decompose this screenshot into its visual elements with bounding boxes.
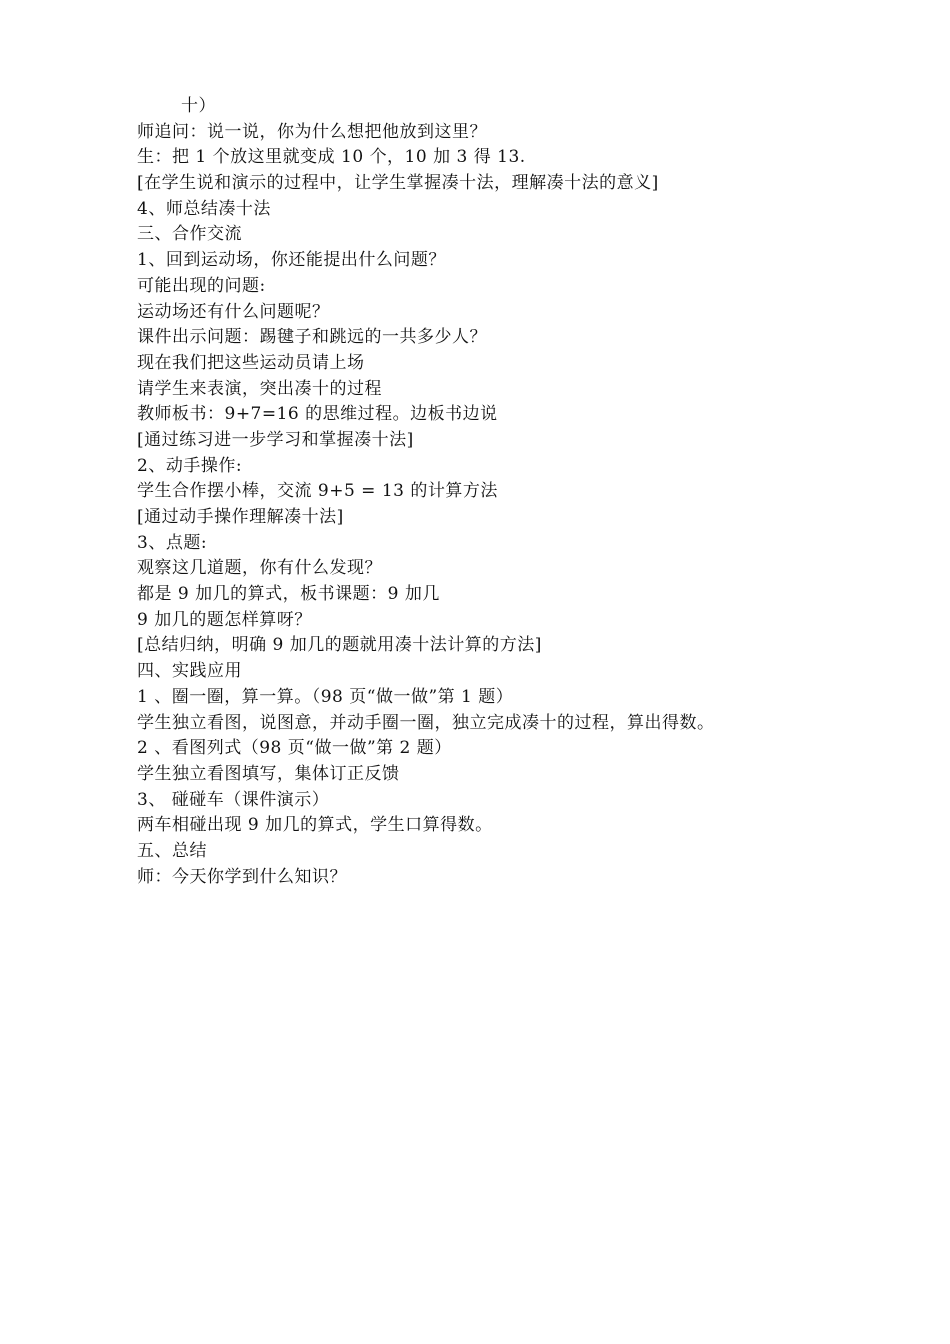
- section-heading: 三、合作交流: [137, 224, 242, 245]
- section-subheading: 1、回到运动场，你还能提出什么问题？: [137, 250, 446, 271]
- section-heading: 五、总结: [137, 840, 207, 861]
- text-line: 生：把 1 个放这里就变成 10 个，10 加 3 得 13.: [137, 147, 526, 168]
- text-line: 教师板书：9+7=16 的思维过程。边板书边说: [137, 404, 498, 425]
- text-line: 请学生来表演，突出凑十的过程: [137, 378, 382, 399]
- text-line: 都是 9 加几的算式，板书课题：9 加几: [137, 584, 440, 605]
- text-line: [通过动手操作理解凑十法]: [137, 507, 344, 527]
- text-line: 两车相碰出现 9 加几的算式，学生口算得数。: [137, 815, 493, 836]
- text-line: [总结归纳，明确 9 加几的题就用凑十法计算的方法]: [137, 635, 542, 656]
- text-line: 学生独立看图，说图意，并动手圈一圈，独立完成凑十的过程，算出得数。: [137, 712, 715, 733]
- text-line: 现在我们把这些运动员请上场: [137, 352, 365, 373]
- text-line: 可能出现的问题:: [137, 275, 266, 296]
- section-subheading: 1 、圈一圈，算一算。（98 页“做一做”第 1 题）: [137, 686, 514, 707]
- text-line: 学生独立看图填写，集体订正反馈: [137, 763, 400, 784]
- section-heading: 四、实践应用: [137, 661, 242, 682]
- text-line: 观察这几道题，你有什么发现？: [137, 558, 382, 579]
- section-subheading: 4、师总结凑十法: [137, 198, 271, 219]
- document-body: [137, 94, 917, 890]
- text-line: 师追问：说一说，你为什么想把他放到这里？: [137, 121, 487, 142]
- text-line: 9 加几的题怎样算呀？: [137, 609, 312, 630]
- text-line: 运动场还有什么问题呢？: [137, 301, 330, 322]
- text-line: 十）: [181, 96, 216, 116]
- section-subheading: 2、动手操作:: [137, 455, 243, 476]
- text-line: [在学生说和演示的过程中，让学生掌握凑十法，理解凑十法的意义]: [137, 173, 659, 194]
- section-subheading: 3、 碰碰车（课件演示）: [137, 789, 330, 810]
- text-line: 课件出示问题：踢毽子和跳远的一共多少人？: [137, 327, 487, 348]
- section-subheading: 2 、看图列式（98 页“做一做”第 2 题）: [137, 738, 452, 759]
- section-subheading: 3、点题:: [137, 532, 208, 553]
- text-line: 学生合作摆小棒，交流 9+5 = 13 的计算方法: [137, 481, 498, 502]
- text-line: [通过练习进一步学习和掌握凑十法]: [137, 429, 414, 450]
- text-line: 师：今天你学到什么知识？: [137, 866, 347, 887]
